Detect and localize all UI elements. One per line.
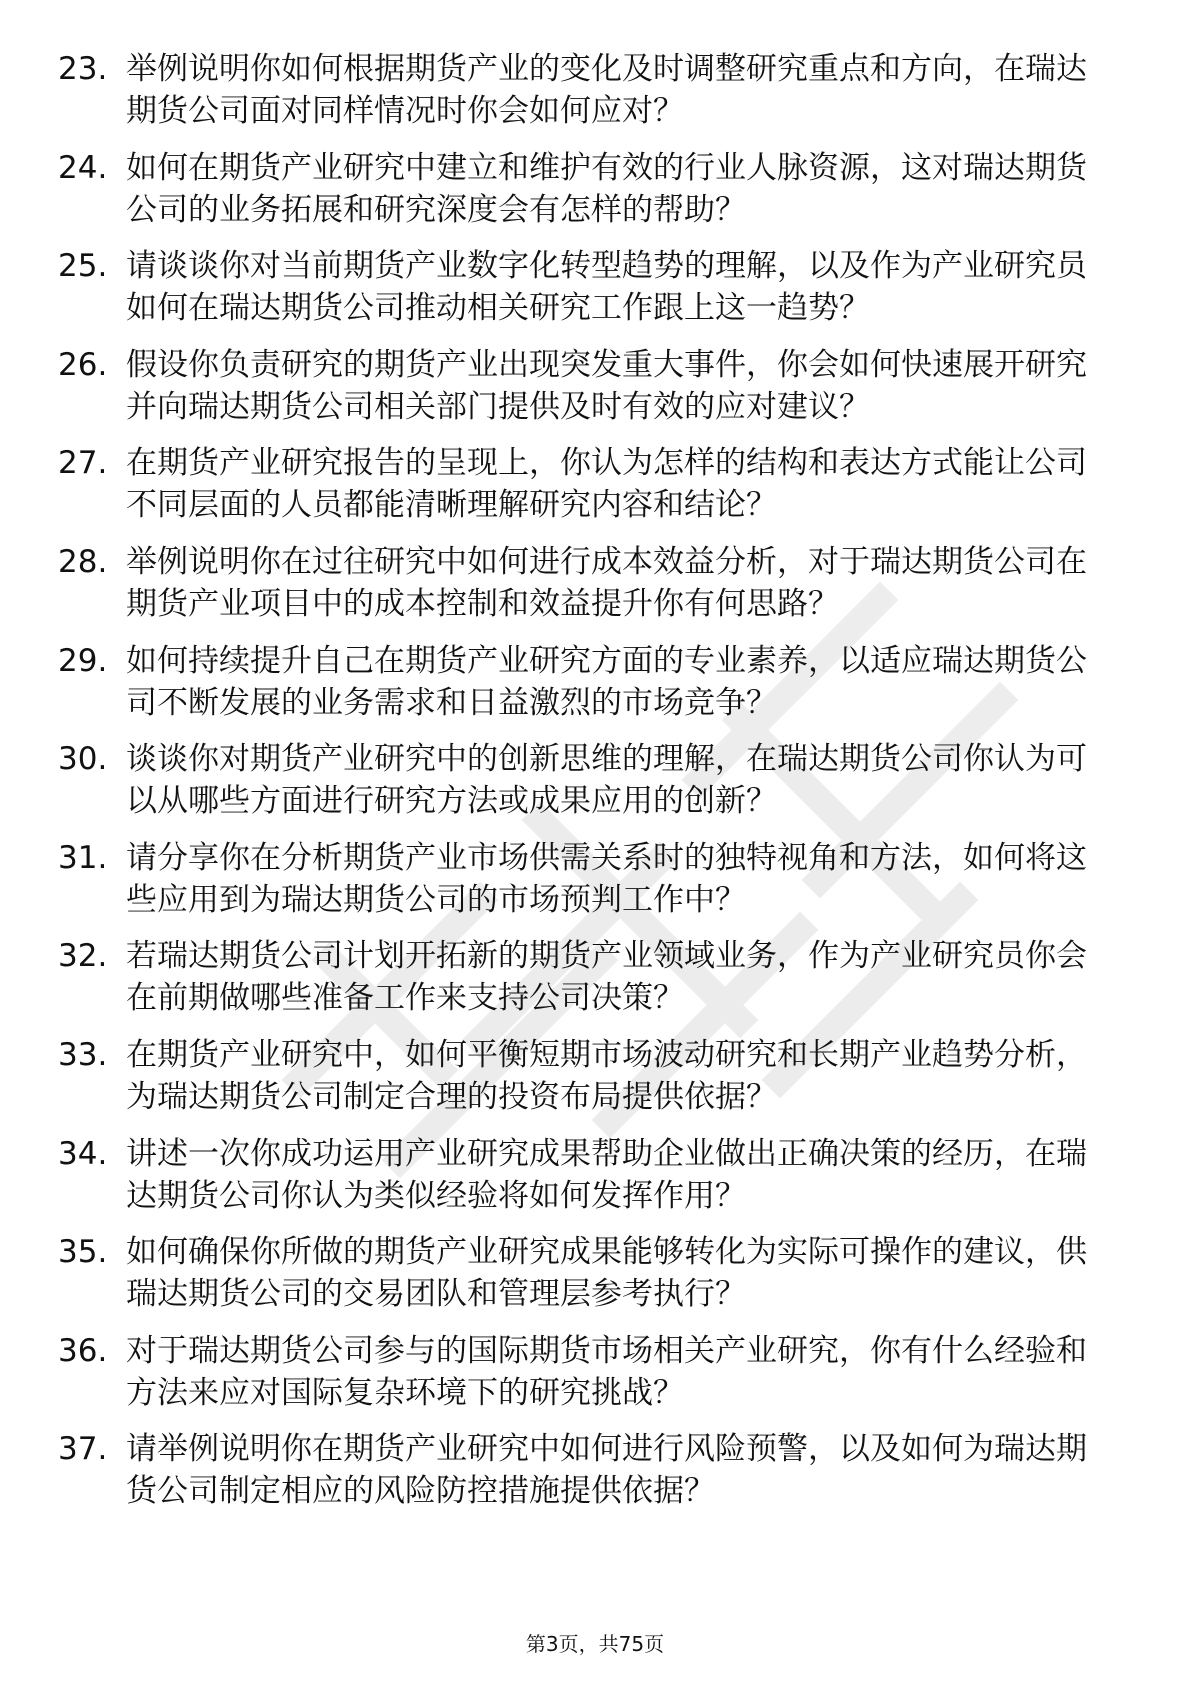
question-text: 若瑞达期货公司计划开拓新的期货产业领域业务，作为产业研究员你会在前期做哪些准备工作来支持公司决策？	[126, 938, 1087, 1017]
question-number: 23.	[58, 51, 108, 87]
question-text: 谈谈你对期货产业研究中的创新思维的理解，在瑞达期货公司你认为可以从哪些方面进行研究方法或成果应用的创新？	[126, 741, 1087, 820]
question-item	[58, 1034, 1118, 1133]
question-text: 如何在期货产业研究中建立和维护有效的行业人脉资源，这对瑞达期货公司的业务拓展和研究深度会有怎样的帮助？	[126, 149, 1087, 228]
question-item	[58, 442, 1118, 541]
question-item	[58, 245, 1118, 344]
question-number: 26.	[58, 346, 108, 383]
question-list	[58, 48, 1118, 1527]
question-item	[58, 640, 1118, 739]
question-number: 32.	[58, 938, 108, 975]
question-item	[58, 1330, 1118, 1429]
question-item	[58, 1231, 1118, 1330]
question-item	[58, 541, 1118, 640]
question-text: 如何持续提升自己在期货产业研究方面的专业素养，以适应瑞达期货公司不断发展的业务需求和日益激烈的市场竞争？	[126, 642, 1087, 721]
question-item	[58, 837, 1118, 936]
question-text: 请分享你在分析期货产业市场供需关系时的独特视角和方法，如何将这些应用到为瑞达期货公司的市场预判工作中？	[126, 839, 1087, 918]
question-number: 34.	[58, 1135, 108, 1172]
question-number: 33.	[58, 1036, 108, 1073]
question-text: 举例说明你在过往研究中如何进行成本效益分析，对于瑞达期货公司在期货产业项目中的成本控制和效益提升你有何思路？	[126, 543, 1087, 622]
question-number: 35.	[58, 1234, 108, 1271]
question-number: 30.	[58, 741, 108, 778]
question-text: 讲述一次你成功运用产业研究成果帮助企业做出正确决策的经历，在瑞达期货公司你认为类似经验将如何发挥作用？	[126, 1135, 1087, 1214]
question-text: 如何确保你所做的期货产业研究成果能够转化为实际可操作的建议，供瑞达期货公司的交易团队和管理层参考执行？	[126, 1234, 1087, 1313]
question-item	[58, 1428, 1118, 1527]
question-number: 29.	[58, 642, 108, 679]
question-item	[58, 344, 1118, 443]
question-number: 27.	[58, 445, 108, 482]
question-item	[58, 48, 1118, 147]
question-item	[58, 147, 1118, 246]
question-number: 24.	[58, 149, 108, 186]
question-text: 假设你负责研究的期货产业出现突发重大事件，你会如何快速展开研究并向瑞达期货公司相关部门提供及时有效的应对建议？	[126, 346, 1087, 425]
question-number: 25.	[58, 248, 108, 285]
question-text: 在期货产业研究报告的呈现上，你认为怎样的结构和表达方式能让公司不同层面的人员都能清晰理解研究内容和结论？	[126, 445, 1087, 524]
page-footer	[0, 1630, 1190, 1658]
question-text: 请举例说明你在期货产业研究中如何进行风险预警，以及如何为瑞达期货公司制定相应的风险防控措施提供依据？	[126, 1431, 1087, 1510]
question-number: 28.	[58, 543, 108, 580]
question-text: 举例说明你如何根据期货产业的变化及时调整研究重点和方向，在瑞达期货公司面对同样情况时你会如何应对？	[126, 51, 1087, 129]
question-item	[58, 935, 1118, 1034]
question-text: 请谈谈你对当前期货产业数字化转型趋势的理解，以及作为产业研究员如何在瑞达期货公司推动相关研究工作跟上这一趋势？	[126, 248, 1087, 327]
question-number: 36.	[58, 1332, 108, 1369]
question-number: 37.	[58, 1431, 108, 1468]
page-number-label: 第3页，共75页	[525, 1632, 665, 1656]
question-number: 31.	[58, 839, 108, 876]
question-text: 在期货产业研究中，如何平衡短期市场波动研究和长期产业趋势分析，为瑞达期货公司制定合理的投资布局提供依据？	[126, 1036, 1087, 1115]
question-item	[58, 1133, 1118, 1232]
question-item	[58, 738, 1118, 837]
question-text: 对于瑞达期货公司参与的国际期货市场相关产业研究，你有什么经验和方法来应对国际复杂环境下的研究挑战？	[126, 1332, 1087, 1411]
